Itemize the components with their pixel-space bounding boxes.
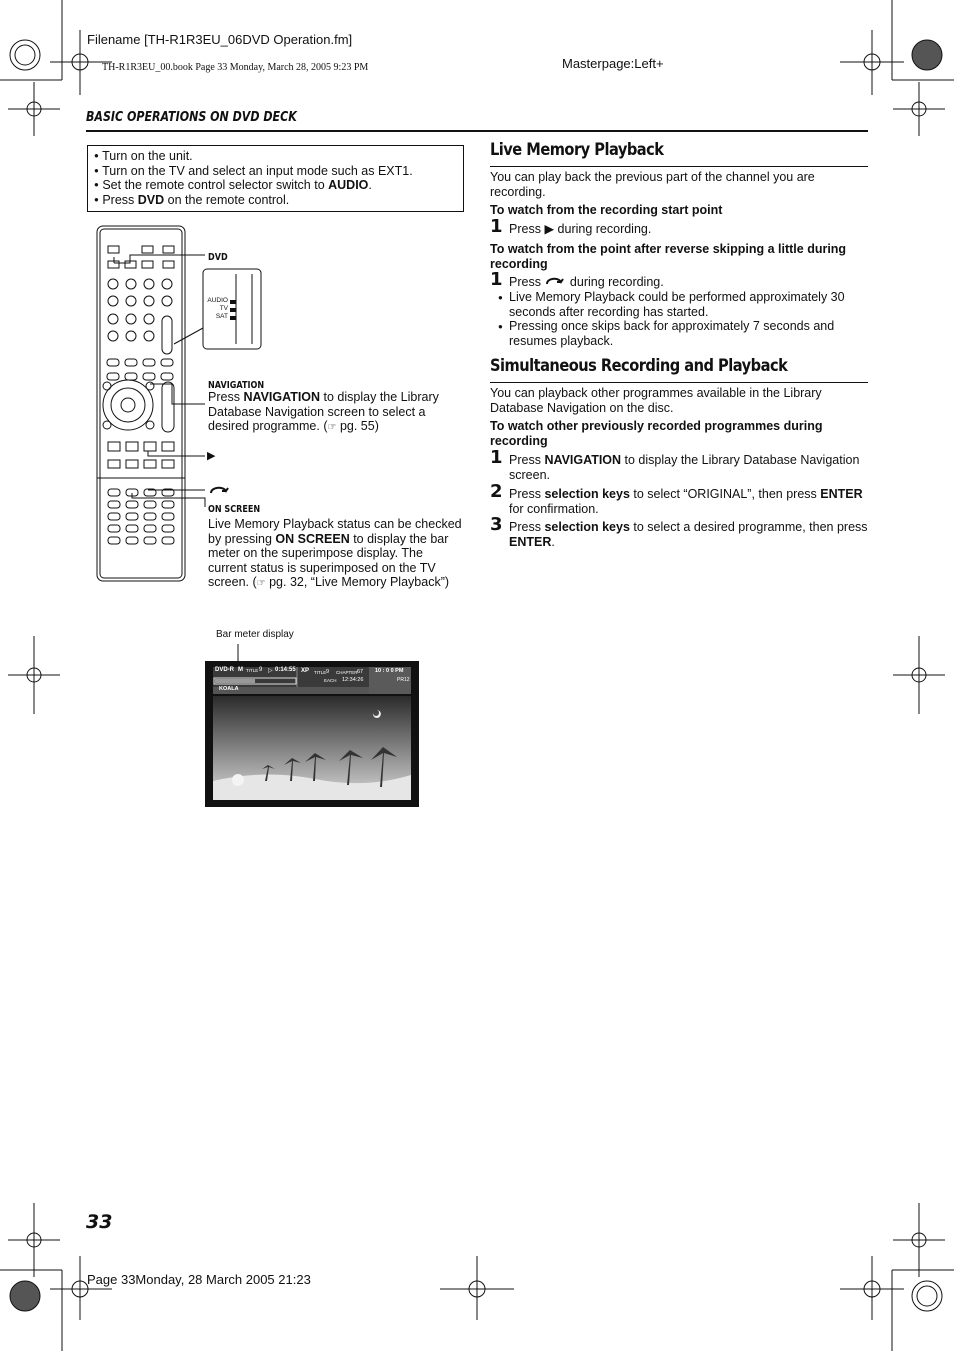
step-number: 1 (490, 216, 503, 237)
live-memory-step-2: Press during recording. (509, 275, 664, 289)
preparation-list (94, 149, 413, 207)
live-memory-intro: You can play back the previous part of the channel you are recording. (490, 170, 815, 199)
header-rule (86, 130, 868, 132)
simultaneous-intro: You can playback other programmes available in the Library Database Navigation on the disc. (490, 386, 822, 415)
live-memory-title: Live Memory Playback (490, 140, 664, 160)
preparation-box (87, 145, 464, 212)
osd-title-number: 9 (259, 667, 263, 673)
skip-back-icon (207, 484, 231, 498)
live-memory-subheading-1: To watch from the recording start point (490, 203, 723, 217)
prep-item: ● Turn on the unit. (94, 149, 193, 163)
step-number: 1 (490, 447, 503, 468)
prep-item: ● Set the remote control selector switch to AUDIO. (94, 178, 372, 192)
filename-stamp: Filename [TH-R1R3EU_06DVD Operation.fm] (87, 32, 353, 47)
section-header: BASIC OPERATIONS ON DVD DECK (86, 110, 297, 125)
simultaneous-step-3: Press selection keys to select a desired programme, then press ENTER. (509, 520, 868, 549)
simultaneous-step-1: Press NAVIGATION to display the Library Database Navigation screen. (509, 453, 860, 482)
osd-disc: DVD-R (215, 667, 234, 673)
simultaneous-step-2: Press selection keys to select “ORIGINAL”, then press ENTER for confirmation. (509, 487, 863, 516)
live-memory-bullet: ● Pressing once skips back for approximately 7 seconds and resumes playback. (498, 319, 858, 348)
switch-label-sat: SAT (215, 313, 228, 320)
dvd-button-label: DVD (208, 252, 228, 263)
step-number: 3 (490, 514, 503, 535)
live-memory-step-1: Press ▶ during recording. (509, 222, 652, 236)
switch-label-audio: AUDIO (207, 297, 228, 304)
onscreen-button-label: ON SCREEN (208, 504, 261, 515)
osd-title2-label: TITLE (314, 670, 327, 675)
switch-label-tv: TV (219, 305, 228, 312)
prep-item: ● Turn on the TV and select an input mode such as EXT1. (94, 163, 413, 178)
osd-chapter-label: CHAPTER (336, 670, 358, 675)
osd-channel: PR12 (397, 677, 410, 683)
simultaneous-rule (490, 382, 868, 383)
step-number: 1 (490, 269, 503, 290)
page-number: 33 (86, 1211, 113, 1233)
book-stamp: TH-R1R3EU_00.book Page 33 Monday, March 28, 2005 9:23 PM (102, 62, 369, 73)
simultaneous-subheading: To watch other previously recorded programmes during recording (490, 419, 823, 448)
play-icon: ▶ (544, 222, 555, 236)
play-symbol: ▶ (207, 450, 216, 462)
reference-icon: ☞ (327, 422, 337, 433)
osd-programme: KOALA (219, 686, 239, 692)
navigation-note: Press NAVIGATION to display the Library Database Navigation screen to select a desired programme. (☞ pg. 55) (208, 390, 439, 433)
osd-clock: 10 : 0 0 PM (375, 668, 404, 674)
osd-title-label: TITLE (246, 668, 259, 673)
footer-stamp: Page 33Monday, 28 March 2005 21:23 (87, 1272, 311, 1287)
bar-meter-caption: Bar meter display (216, 629, 294, 640)
skip-back-icon (544, 276, 566, 287)
osd-play-icon: ▷ (268, 668, 273, 674)
simultaneous-title: Simultaneous Recording and Playback (490, 356, 788, 376)
reference-icon: ☞ (256, 578, 266, 589)
osd-title2-number: 9 (326, 669, 330, 675)
live-memory-bullet: ● Live Memory Playback could be performed approximately 30 seconds after recording has started. (498, 290, 858, 319)
live-memory-subheading-2: To watch from the point after reverse skipping a little during recording (490, 242, 847, 271)
onscreen-note: Live Memory Playback status can be checked by pressing ON SCREEN to display the bar meter on the superimpose display. The current status is superimposed on the TV screen. (☞ pg. 32, “Live Memory Playback”) (208, 517, 462, 589)
step-number: 2 (490, 481, 503, 502)
osd-each-time: 12:34:26 (342, 677, 364, 683)
navigation-button-label: NAVIGATION (208, 380, 265, 391)
osd-chapter-number: 67 (357, 669, 364, 675)
osd-rec-mode: XP (301, 668, 310, 674)
selector-switch-labels (194, 297, 228, 321)
live-memory-rule (490, 166, 868, 167)
osd-mode: M (238, 667, 243, 673)
osd-each-label: EACH (324, 678, 337, 683)
osd-time: 0:14:55 (275, 667, 296, 673)
masterpage-stamp: Masterpage:Left+ (562, 56, 664, 71)
prep-item: ● Press DVD on the remote control. (94, 192, 290, 207)
